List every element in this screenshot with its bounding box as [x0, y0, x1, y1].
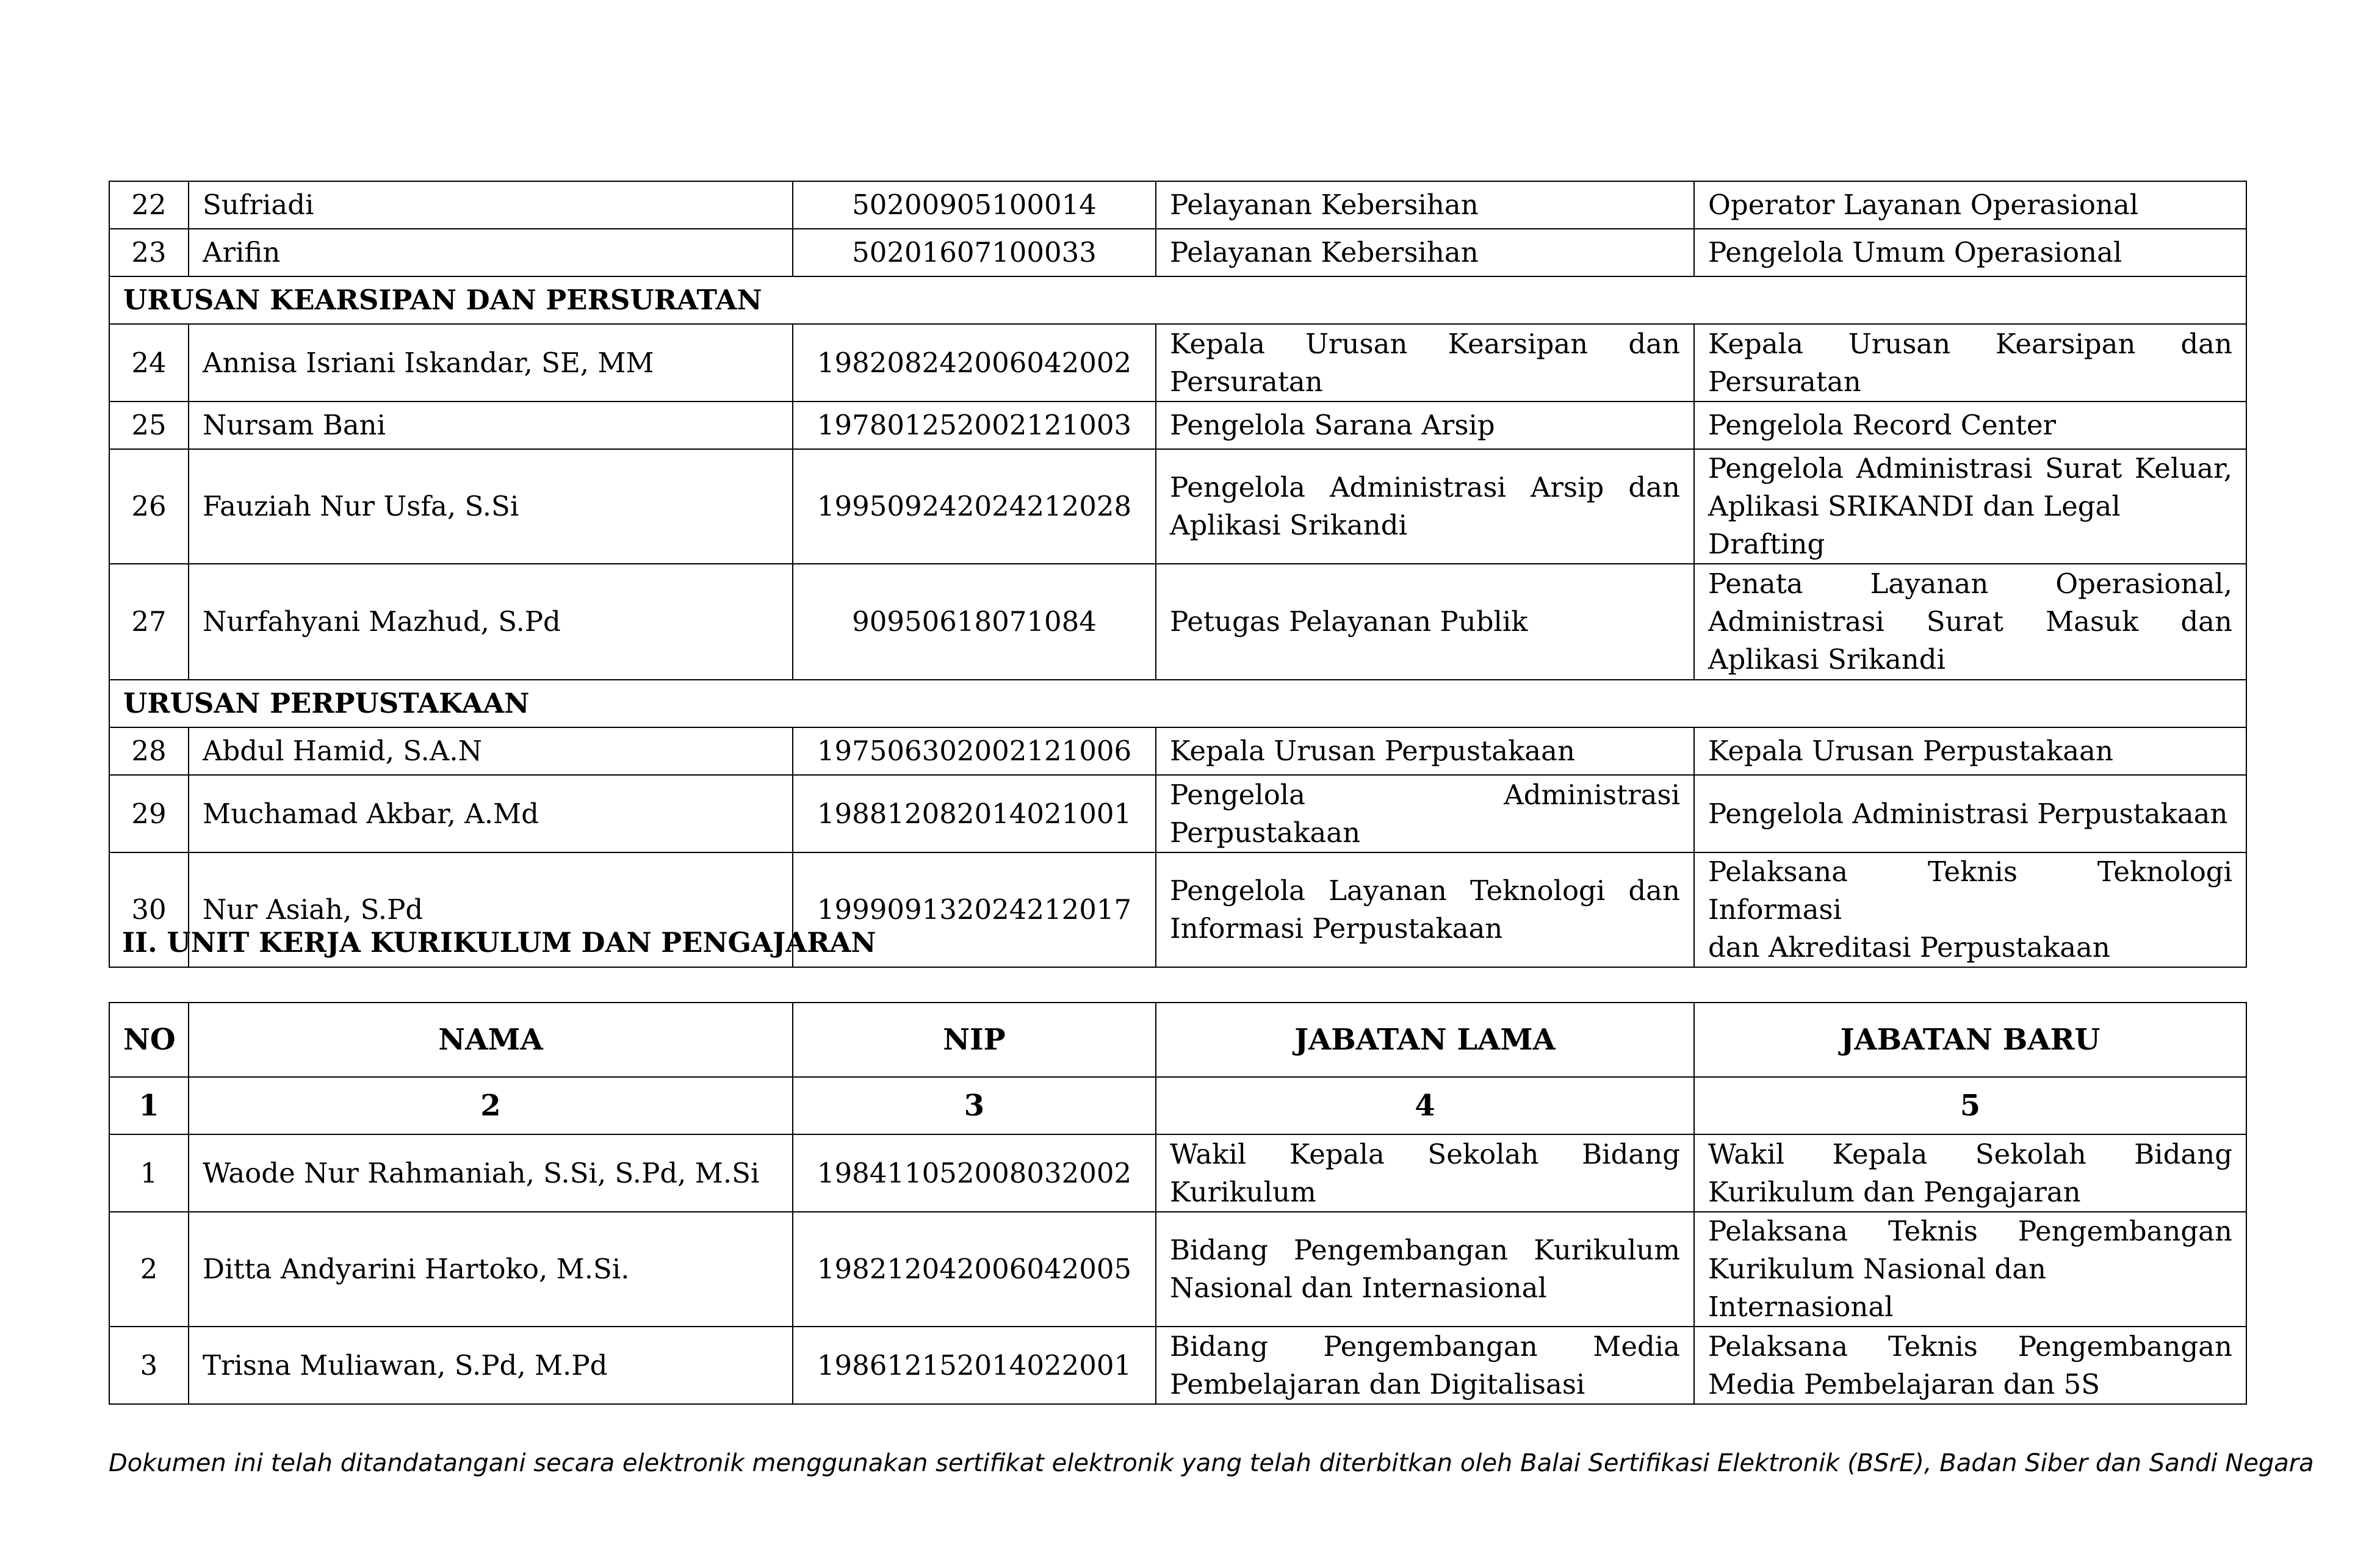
cell-nama: Annisa Isriani Iskandar, SE, MM — [189, 324, 793, 402]
cell-jabatan-baru: Operator Layanan Operasional — [1694, 181, 2246, 229]
cell-nip: 197801252002121003 — [793, 402, 1156, 449]
cell-nip: 198812082014021001 — [793, 775, 1156, 852]
cell-no: 24 — [109, 324, 189, 402]
staff-table-1 — [109, 181, 2247, 968]
column-number: 3 — [793, 1077, 1156, 1134]
section-heading: URUSAN KEARSIPAN DAN PERSURATAN — [109, 276, 2246, 324]
table-row — [109, 229, 2246, 276]
cell-jabatan-lama: Wakil Kepala Sekolah Bidang Kurikulum — [1156, 1134, 1694, 1212]
table-row — [109, 775, 2246, 852]
cell-jabatan-baru: Penata Layanan Operasional, Administrasi Surat Masuk dan Aplikasi Srikandi — [1694, 564, 2246, 680]
cell-nip: 90950618071084 — [793, 564, 1156, 680]
esign-footer-note: Dokumen ini telah ditandatangani secara elektronik menggunakan sertifikat elektronik yang telah diterbitkan oleh Balai Sertifikasi Elektronik (BSrE), Badan Siber dan Sandi Negara — [109, 1449, 2314, 1477]
cell-nip: 198212042006042005 — [793, 1212, 1156, 1327]
cell-no: 22 — [109, 181, 189, 229]
cell-nama: Abdul Hamid, S.A.N — [189, 727, 793, 775]
section-heading: URUSAN PERPUSTAKAAN — [109, 680, 2246, 727]
cell-jabatan-lama: Pengelola Layanan Teknologi dan Informasi Perpustakaan — [1156, 852, 1694, 967]
table-row — [109, 1212, 2246, 1327]
column-number: 2 — [189, 1077, 793, 1134]
cell-jabatan-lama: Pelayanan Kebersihan — [1156, 181, 1694, 229]
table-row — [109, 449, 2246, 564]
cell-jabatan-lama: Kepala Urusan Perpustakaan — [1156, 727, 1694, 775]
cell-nip: 50200905100014 — [793, 181, 1156, 229]
staff-table-2 — [109, 1002, 2247, 1405]
cell-nama: Sufriadi — [189, 181, 793, 229]
section-row — [109, 276, 2246, 324]
cell-nip: 197506302002121006 — [793, 727, 1156, 775]
cell-jabatan-baru: Pengelola Administrasi Surat Keluar, Aplikasi SRIKANDI dan Legal Drafting — [1694, 449, 2246, 564]
cell-jabatan-lama: Kepala Urusan Kearsipan dan Persuratan — [1156, 324, 1694, 402]
cell-no: 3 — [109, 1327, 189, 1404]
table-row — [109, 564, 2246, 680]
column-number: 1 — [109, 1077, 189, 1134]
table-row — [109, 324, 2246, 402]
header-jabatan-lama: JABATAN LAMA — [1156, 1003, 1694, 1077]
cell-nip: 198208242006042002 — [793, 324, 1156, 402]
cell-jabatan-lama: Pengelola Administrasi Perpustakaan — [1156, 775, 1694, 852]
cell-nama: Ditta Andyarini Hartoko, M.Si. — [189, 1212, 793, 1327]
cell-jabatan-lama: Pelayanan Kebersihan — [1156, 229, 1694, 276]
cell-jabatan-baru: Pengelola Umum Operasional — [1694, 229, 2246, 276]
cell-jabatan-baru: Pelaksana Teknis Pengembangan Kurikulum Nasional dan Internasional — [1694, 1212, 2246, 1327]
table-row — [109, 727, 2246, 775]
cell-nama: Waode Nur Rahmaniah, S.Si, S.Pd, M.Si — [189, 1134, 793, 1212]
cell-no: 25 — [109, 402, 189, 449]
cell-nip: 198612152014022001 — [793, 1327, 1156, 1404]
cell-jabatan-lama: Pengelola Sarana Arsip — [1156, 402, 1694, 449]
cell-no: 1 — [109, 1134, 189, 1212]
cell-jabatan-lama: Pengelola Administrasi Arsip dan Aplikasi Srikandi — [1156, 449, 1694, 564]
header-no: NO — [109, 1003, 189, 1077]
cell-no: 29 — [109, 775, 189, 852]
column-number-row — [109, 1077, 2246, 1134]
cell-jabatan-baru: Pengelola Record Center — [1694, 402, 2246, 449]
cell-nip: 198411052008032002 — [793, 1134, 1156, 1212]
cell-nip: 50201607100033 — [793, 229, 1156, 276]
header-jabatan-baru: JABATAN BARU — [1694, 1003, 2246, 1077]
cell-jabatan-baru: Wakil Kepala Sekolah Bidang Kurikulum dan Pengajaran — [1694, 1134, 2246, 1212]
table-row — [109, 181, 2246, 229]
cell-nip: 199909132024212017 — [793, 852, 1156, 967]
cell-no: 27 — [109, 564, 189, 680]
cell-jabatan-baru: Pelaksana Teknis Pengembangan Media Pembelajaran dan 5S — [1694, 1327, 2246, 1404]
cell-no: 23 — [109, 229, 189, 276]
cell-no: 28 — [109, 727, 189, 775]
section-row — [109, 680, 2246, 727]
table-row — [109, 1134, 2246, 1212]
cell-jabatan-lama: Bidang Pengembangan Kurikulum Nasional dan Internasional — [1156, 1212, 1694, 1327]
cell-nama: Trisna Muliawan, S.Pd, M.Pd — [189, 1327, 793, 1404]
cell-nip: 199509242024212028 — [793, 449, 1156, 564]
cell-jabatan-baru: Pelaksana Teknis Teknologi Informasi dan Akreditasi Perpustakaan — [1694, 852, 2246, 967]
cell-no: 26 — [109, 449, 189, 564]
column-number: 4 — [1156, 1077, 1694, 1134]
cell-nama: Nur Asiah, S.Pd — [189, 852, 793, 967]
header-nip: NIP — [793, 1003, 1156, 1077]
cell-jabatan-baru: Kepala Urusan Kearsipan dan Persuratan — [1694, 324, 2246, 402]
cell-jabatan-baru: Kepala Urusan Perpustakaan — [1694, 727, 2246, 775]
column-number: 5 — [1694, 1077, 2246, 1134]
cell-jabatan-lama: Bidang Pengembangan Media Pembelajaran dan Digitalisasi — [1156, 1327, 1694, 1404]
cell-nama: Muchamad Akbar, A.Md — [189, 775, 793, 852]
table-row — [109, 1327, 2246, 1404]
header-nama: NAMA — [189, 1003, 793, 1077]
cell-jabatan-lama: Petugas Pelayanan Publik — [1156, 564, 1694, 680]
cell-nama: Nursam Bani — [189, 402, 793, 449]
cell-nama: Fauziah Nur Usfa, S.Si — [189, 449, 793, 564]
cell-nama: Arifin — [189, 229, 793, 276]
cell-no: 30 — [109, 852, 189, 967]
cell-no: 2 — [109, 1212, 189, 1327]
table-row — [109, 402, 2246, 449]
header-row — [109, 1003, 2246, 1077]
section-title: II. UNIT KERJA KURIKULUM DAN PENGAJARAN — [122, 926, 876, 959]
cell-jabatan-baru: Pengelola Administrasi Perpustakaan — [1694, 775, 2246, 852]
cell-nama: Nurfahyani Mazhud, S.Pd — [189, 564, 793, 680]
